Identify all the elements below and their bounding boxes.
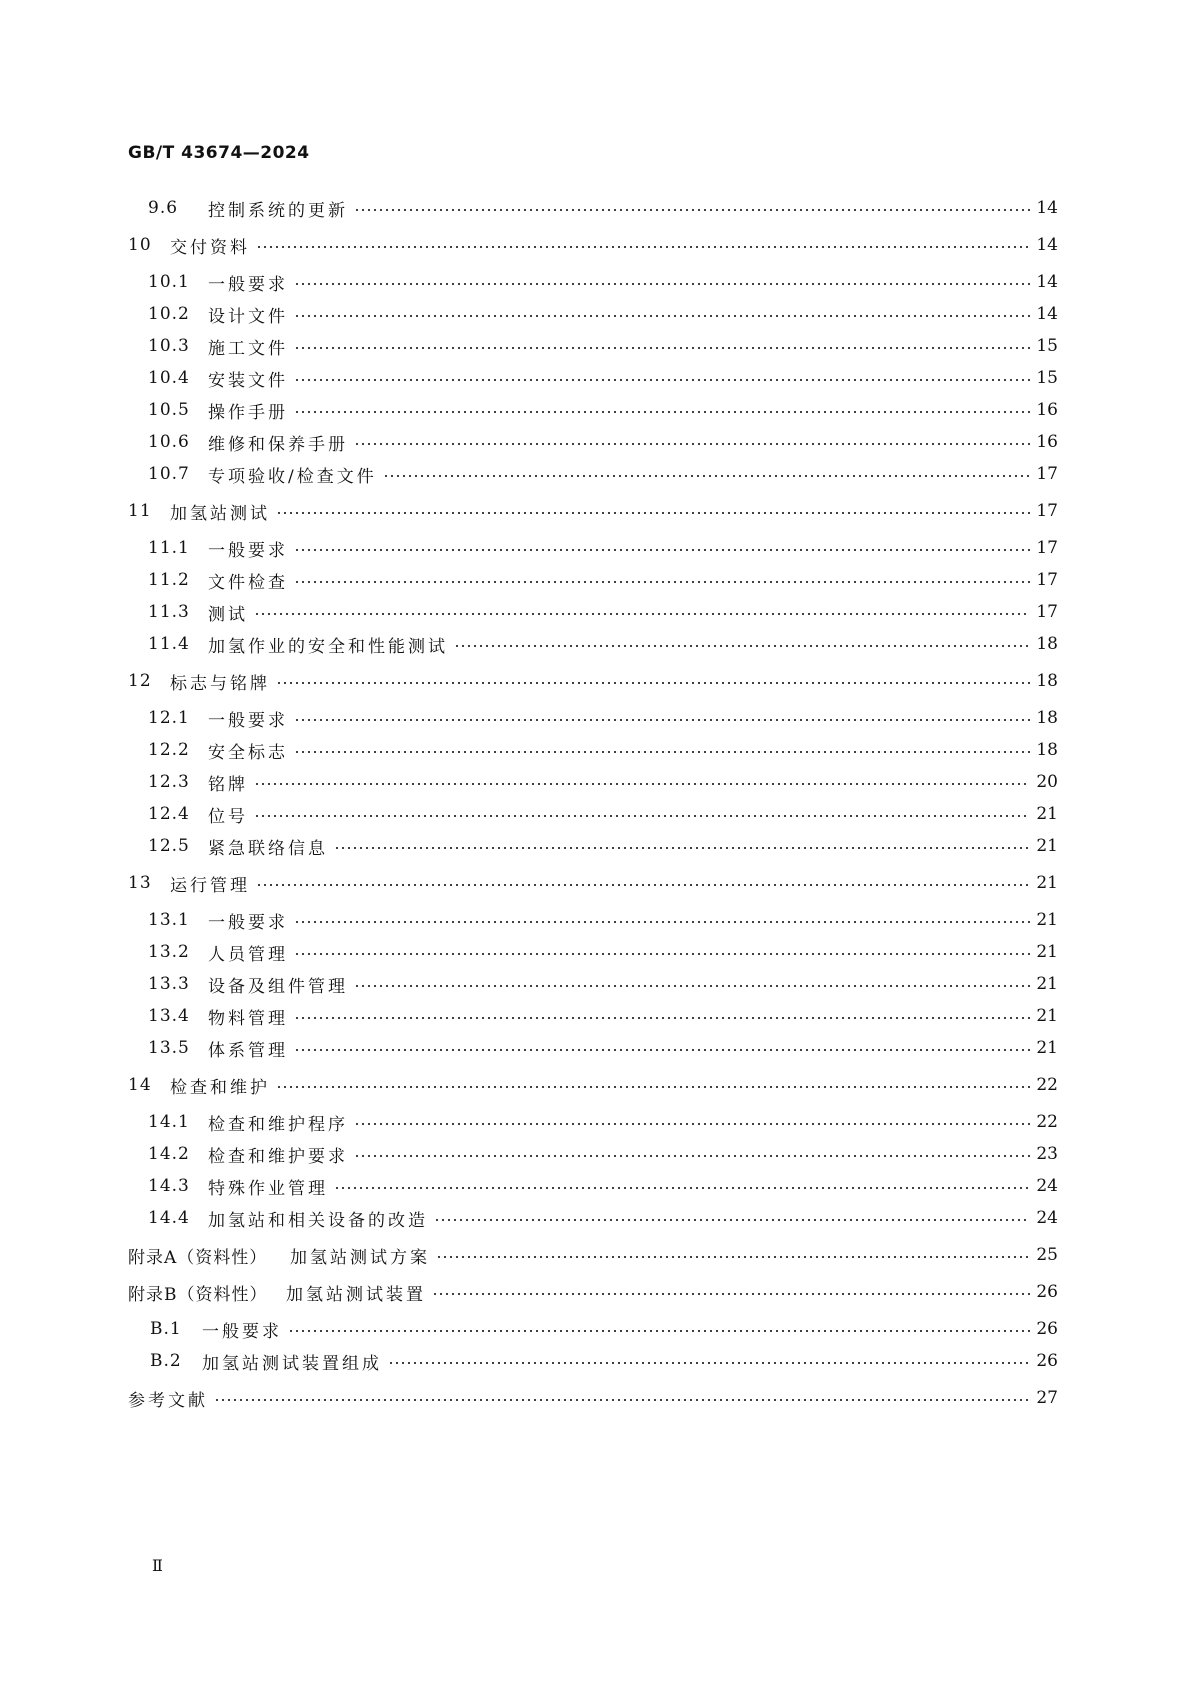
toc-entry-page: 14 <box>1036 235 1058 255</box>
dot-leader <box>256 246 1030 248</box>
toc-entry-page: 14 <box>1036 304 1058 324</box>
dot-leader <box>294 283 1030 285</box>
dot-leader <box>354 1123 1030 1125</box>
toc-entry-number: 12.2 <box>148 740 190 760</box>
dot-leader <box>354 443 1030 445</box>
dot-leader <box>294 347 1030 349</box>
dot-leader <box>294 921 1030 923</box>
toc-entry-title: 测试 <box>208 604 248 625</box>
dot-leader <box>354 209 1030 211</box>
toc-entry-10-1[interactable] <box>128 266 1058 298</box>
table-of-contents <box>128 192 1058 1414</box>
dot-leader <box>276 512 1030 514</box>
dot-leader <box>276 1086 1030 1088</box>
toc-entry-page: 26 <box>1036 1282 1058 1302</box>
toc-entry-title: 标志与铭牌 <box>170 673 270 694</box>
toc-entry-12-2[interactable] <box>128 734 1058 766</box>
dot-leader <box>288 1330 1030 1332</box>
toc-entry-number: 10.7 <box>148 464 190 484</box>
toc-entry-number: 10.3 <box>148 336 190 356</box>
dot-leader <box>294 1017 1030 1019</box>
toc-entry-title: 特殊作业管理 <box>208 1178 328 1199</box>
toc-entry-title: 检查和维护 <box>170 1077 270 1098</box>
toc-entry-number: 10.4 <box>148 368 190 388</box>
dot-leader <box>294 379 1030 381</box>
dot-leader <box>334 1187 1030 1189</box>
toc-entry-13-5[interactable] <box>128 1032 1058 1064</box>
toc-entry-number: 14 <box>128 1075 152 1095</box>
toc-entry-references[interactable] <box>128 1382 1058 1414</box>
toc-entry-number: 13.5 <box>148 1038 190 1058</box>
toc-entry-13-3[interactable] <box>128 968 1058 1000</box>
toc-entry-14-2[interactable] <box>128 1138 1058 1170</box>
page-number: Ⅱ <box>152 1556 163 1575</box>
toc-entry-page: 16 <box>1036 432 1058 452</box>
dot-leader <box>334 847 1030 849</box>
toc-entry-b-1[interactable] <box>128 1313 1058 1345</box>
dot-leader <box>214 1399 1030 1401</box>
toc-entry-page: 21 <box>1036 804 1058 824</box>
toc-entry-title: 操作手册 <box>208 402 288 423</box>
toc-entry-page: 26 <box>1036 1351 1058 1371</box>
dot-leader <box>294 581 1030 583</box>
toc-entry-page: 18 <box>1036 708 1058 728</box>
toc-entry-title: 施工文件 <box>208 338 288 359</box>
toc-entry-11-4[interactable] <box>128 628 1058 660</box>
toc-entry-page: 17 <box>1036 464 1058 484</box>
toc-entry-page: 24 <box>1036 1176 1058 1196</box>
toc-entry-title: 交付资料 <box>170 237 250 258</box>
dot-leader <box>294 1049 1030 1051</box>
dot-leader <box>294 751 1030 753</box>
toc-entry-page: 21 <box>1036 1006 1058 1026</box>
toc-entry-page: 24 <box>1036 1208 1058 1228</box>
toc-entry-12-4[interactable] <box>128 798 1058 830</box>
toc-entry-number: B.1 <box>150 1319 182 1339</box>
toc-entry-number: 11.2 <box>148 570 190 590</box>
toc-entry-number: 14.2 <box>148 1144 190 1164</box>
dot-leader <box>254 783 1030 785</box>
toc-entry-title: 控制系统的更新 <box>208 200 348 221</box>
toc-entry-title: 设计文件 <box>208 306 288 327</box>
toc-entry-12[interactable] <box>128 665 1058 697</box>
toc-entry-number: 13 <box>128 873 152 893</box>
toc-entry-title: 安全标志 <box>208 742 288 763</box>
toc-entry-number: 10.6 <box>148 432 190 452</box>
toc-entry-number: 13.2 <box>148 942 190 962</box>
toc-entry-10-4[interactable] <box>128 362 1058 394</box>
dot-leader <box>276 682 1030 684</box>
toc-entry-title: 一般要求 <box>208 912 288 933</box>
toc-entry-title: 检查和维护程序 <box>208 1114 348 1135</box>
toc-entry-page: 17 <box>1036 602 1058 622</box>
dot-leader <box>294 953 1030 955</box>
toc-entry-number: 附录B（资料性） <box>128 1284 268 1305</box>
toc-entry-title: 铭牌 <box>208 774 248 795</box>
toc-entry-number: 9.6 <box>148 198 179 218</box>
toc-entry-page: 18 <box>1036 671 1058 691</box>
toc-entry-10-7[interactable] <box>128 458 1058 490</box>
standard-number: GB/T 43674—2024 <box>128 143 310 163</box>
toc-entry-page: 16 <box>1036 400 1058 420</box>
toc-entry-9-6[interactable] <box>128 192 1058 224</box>
toc-entry-14-3[interactable] <box>128 1170 1058 1202</box>
toc-entry-page: 14 <box>1036 272 1058 292</box>
toc-entry-10-5[interactable] <box>128 394 1058 426</box>
toc-entry-page: 21 <box>1036 942 1058 962</box>
toc-entry-page: 17 <box>1036 538 1058 558</box>
dot-leader <box>294 719 1030 721</box>
toc-entry-number: 11 <box>128 501 152 521</box>
dot-leader <box>254 815 1030 817</box>
toc-entry-page: 14 <box>1036 198 1058 218</box>
toc-entry-13-1[interactable] <box>128 904 1058 936</box>
toc-entry-13-2[interactable] <box>128 936 1058 968</box>
dot-leader <box>454 645 1030 647</box>
toc-entry-title: 加氢站测试装置 <box>286 1284 426 1305</box>
toc-entry-10[interactable] <box>128 229 1058 261</box>
toc-entry-number: 14.1 <box>148 1112 190 1132</box>
toc-entry-page: 20 <box>1036 772 1058 792</box>
toc-entry-page: 26 <box>1036 1319 1058 1339</box>
toc-entry-number: 14.3 <box>148 1176 190 1196</box>
toc-entry-title: 一般要求 <box>202 1321 282 1342</box>
toc-entry-page: 21 <box>1036 836 1058 856</box>
toc-entry-number: 11.3 <box>148 602 190 622</box>
toc-entry-title: 专项验收/检查文件 <box>208 466 377 487</box>
toc-entry-13[interactable] <box>128 867 1058 899</box>
dot-leader <box>436 1256 1030 1258</box>
toc-entry-page: 21 <box>1036 873 1058 893</box>
toc-entry-number: 附录A（资料性） <box>128 1247 268 1268</box>
toc-entry-number: 10 <box>128 235 152 255</box>
dot-leader <box>294 315 1030 317</box>
dot-leader <box>432 1293 1030 1295</box>
toc-entry-12-5[interactable] <box>128 830 1058 862</box>
toc-entry-title: 一般要求 <box>208 274 288 295</box>
toc-entry-title: 一般要求 <box>208 540 288 561</box>
toc-entry-page: 22 <box>1036 1112 1058 1132</box>
toc-entry-number: 12.1 <box>148 708 190 728</box>
toc-entry-title: 维修和保养手册 <box>208 434 348 455</box>
toc-entry-number: 12.4 <box>148 804 190 824</box>
toc-entry-page: 23 <box>1036 1144 1058 1164</box>
dot-leader <box>383 475 1030 477</box>
toc-entry-title: 运行管理 <box>170 875 250 896</box>
dot-leader <box>354 1155 1030 1157</box>
toc-entry-number: 13.4 <box>148 1006 190 1026</box>
toc-entry-title: 人员管理 <box>208 944 288 965</box>
toc-entry-page: 21 <box>1036 910 1058 930</box>
dot-leader <box>294 411 1030 413</box>
toc-entry-10-6[interactable] <box>128 426 1058 458</box>
toc-entry-title: 安装文件 <box>208 370 288 391</box>
toc-entry-13-4[interactable] <box>128 1000 1058 1032</box>
toc-entry-14-1[interactable] <box>128 1106 1058 1138</box>
toc-entry-title: 一般要求 <box>208 710 288 731</box>
dot-leader <box>254 613 1030 615</box>
toc-entry-number: 10.5 <box>148 400 190 420</box>
toc-entry-title: 加氢站测试装置组成 <box>202 1353 382 1374</box>
toc-entry-number: 11.4 <box>148 634 190 654</box>
toc-entry-title: 检查和维护要求 <box>208 1146 348 1167</box>
dot-leader <box>294 549 1030 551</box>
toc-entry-page: 22 <box>1036 1075 1058 1095</box>
toc-entry-number: 10.1 <box>148 272 190 292</box>
toc-entry-10-3[interactable] <box>128 330 1058 362</box>
toc-entry-11-1[interactable] <box>128 532 1058 564</box>
toc-entry-page: 15 <box>1036 336 1058 356</box>
dot-leader <box>388 1362 1030 1364</box>
toc-entry-page: 21 <box>1036 1038 1058 1058</box>
toc-entry-title: 紧急联络信息 <box>208 838 328 859</box>
toc-entry-11-3[interactable] <box>128 596 1058 628</box>
toc-entry-title: 位号 <box>208 806 248 827</box>
toc-entry-12-1[interactable] <box>128 702 1058 734</box>
toc-entry-12-3[interactable] <box>128 766 1058 798</box>
toc-entry-page: 17 <box>1036 570 1058 590</box>
toc-entry-number: 12.3 <box>148 772 190 792</box>
toc-entry-title: 加氢站测试方案 <box>290 1247 430 1268</box>
toc-entry-title: 加氢作业的安全和性能测试 <box>208 636 448 657</box>
dot-leader <box>256 884 1030 886</box>
toc-entry-title: 体系管理 <box>208 1040 288 1061</box>
toc-entry-page: 18 <box>1036 634 1058 654</box>
toc-entry-title: 加氢站和相关设备的改造 <box>208 1210 428 1231</box>
toc-entry-title: 物料管理 <box>208 1008 288 1029</box>
toc-entry-page: 27 <box>1036 1388 1058 1408</box>
toc-entry-appendix-b[interactable] <box>128 1276 1058 1308</box>
toc-entry-page: 17 <box>1036 501 1058 521</box>
toc-entry-number: 10.2 <box>148 304 190 324</box>
toc-entry-page: 15 <box>1036 368 1058 388</box>
toc-entry-title: 参考文献 <box>128 1390 208 1411</box>
toc-entry-number: 12.5 <box>148 836 190 856</box>
toc-entry-title: 加氢站测试 <box>170 503 270 524</box>
dot-leader <box>354 985 1030 987</box>
dot-leader <box>434 1219 1030 1221</box>
toc-entry-page: 18 <box>1036 740 1058 760</box>
toc-entry-11-2[interactable] <box>128 564 1058 596</box>
toc-entry-number: 11.1 <box>148 538 190 558</box>
toc-entry-number: 13.1 <box>148 910 190 930</box>
toc-entry-number: B.2 <box>150 1351 182 1371</box>
toc-entry-appendix-a[interactable] <box>128 1239 1058 1271</box>
toc-entry-14-4[interactable] <box>128 1202 1058 1234</box>
toc-entry-title: 设备及组件管理 <box>208 976 348 997</box>
toc-entry-number: 13.3 <box>148 974 190 994</box>
toc-entry-b-2[interactable] <box>128 1345 1058 1377</box>
toc-entry-page: 25 <box>1036 1245 1058 1265</box>
toc-entry-11[interactable] <box>128 495 1058 527</box>
toc-entry-number: 12 <box>128 671 152 691</box>
toc-entry-page: 21 <box>1036 974 1058 994</box>
toc-entry-title: 文件检查 <box>208 572 288 593</box>
toc-entry-10-2[interactable] <box>128 298 1058 330</box>
toc-entry-number: 14.4 <box>148 1208 190 1228</box>
toc-entry-14[interactable] <box>128 1069 1058 1101</box>
